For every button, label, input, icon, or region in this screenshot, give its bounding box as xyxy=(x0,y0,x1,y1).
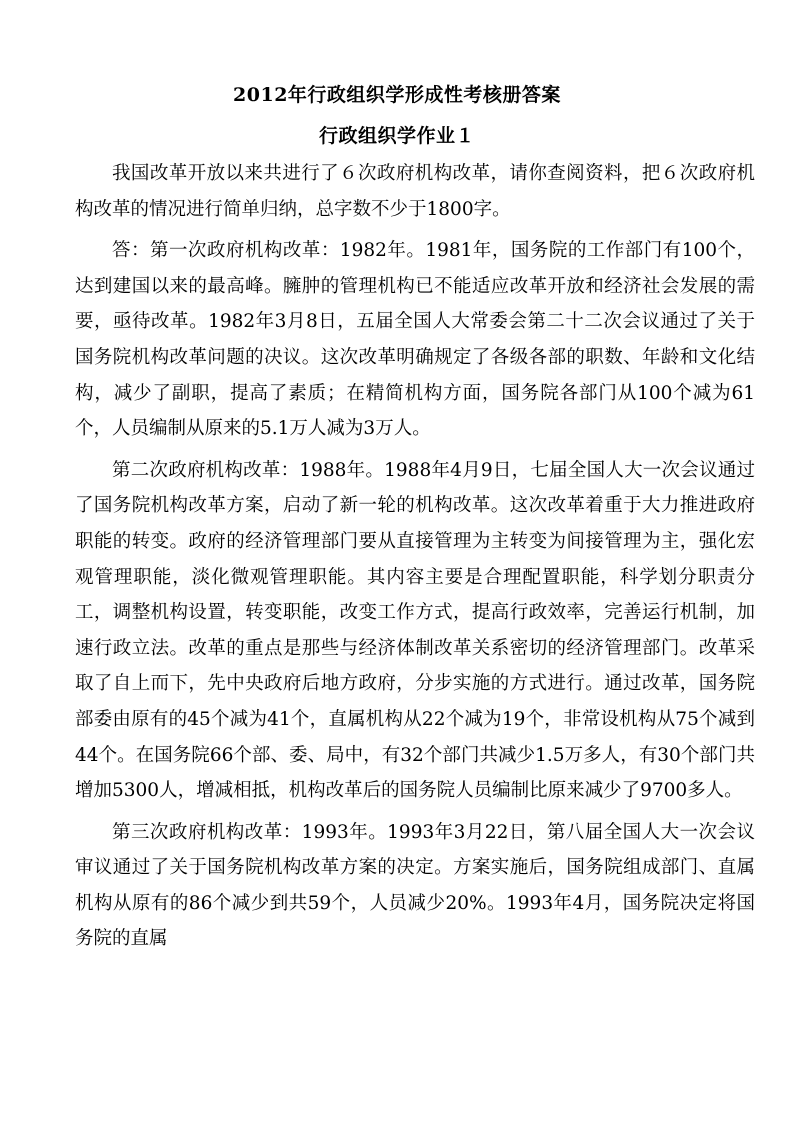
document-subtitle: 行政组织学作业１ xyxy=(318,125,475,147)
answer-paragraph-reform-3: 第三次政府机构改革：1993年。1993年3月22日，第八届全国人大一次会议审议通过了关于国务院机构改革方案的决定。方案实施后，国务院组成部门、直属机构从原有的86个减少到共59个，人员减少20%。1993年4月，国务院决定将国务院的直属 xyxy=(75,821,755,950)
document-body xyxy=(75,156,755,963)
document-title: 2012年行政组织学形成性考核册答案 xyxy=(233,84,561,106)
question-paragraph: 我国改革开放以来共进行了６次政府机构改革，请你查阅资料，把６次政府机构改革的情况进行简单归纳，总字数不少于1800字。 xyxy=(75,163,755,220)
answer-paragraph-reform-2: 第二次政府机构改革：1988年。1988年4月9日，七届全国人大一次会议通过了国务院机构改革方案，启动了新一轮的机构改革。这次改革着重于大力推进政府职能的转变。政府的经济管理部门要从直接管理为主转变为间接管理为主，强化宏观管理职能，淡化微观管理职能。其内容主要是合理配置职能，科学划分职责分工，调整机构设置，转变职能，改变工作方式，提高行政效率，完善运行机制，加速行政立法。改革的重点是那些与经济体制改革关系密切的经济管理部门。改革采取了自上而下，先中央政府后地方政府，分步实施的方式进行。通过改革，国务院部委由原有的45个减为41个，直属机构从22个减为19个，非常设机构从75个减到44个。在国务院66个部、委、局中，有32个部门共减少1.5万多人，有30个部门共增加5300人，增减相抵，机构改革后的国务院人员编制比原来减少了9700多人。 xyxy=(75,459,755,802)
answer-paragraph-reform-1: 答：第一次政府机构改革：1982年。1981年，国务院的工作部门有100个，达到建国以来的最高峰。臃肿的管理机构已不能适应改革开放和经济社会发展的需要，亟待改革。1982年3月8日，五届全国人大常委会第二十二次会议通过了关于国务院机构改革问题的决议。这次改革明确规定了各级各部的职数、年龄和文化结构，减少了副职，提高了素质；在精简机构方面，国务院各部门从100个减为61个，人员编制从原来的5.1万人减为3万人。 xyxy=(75,240,755,440)
